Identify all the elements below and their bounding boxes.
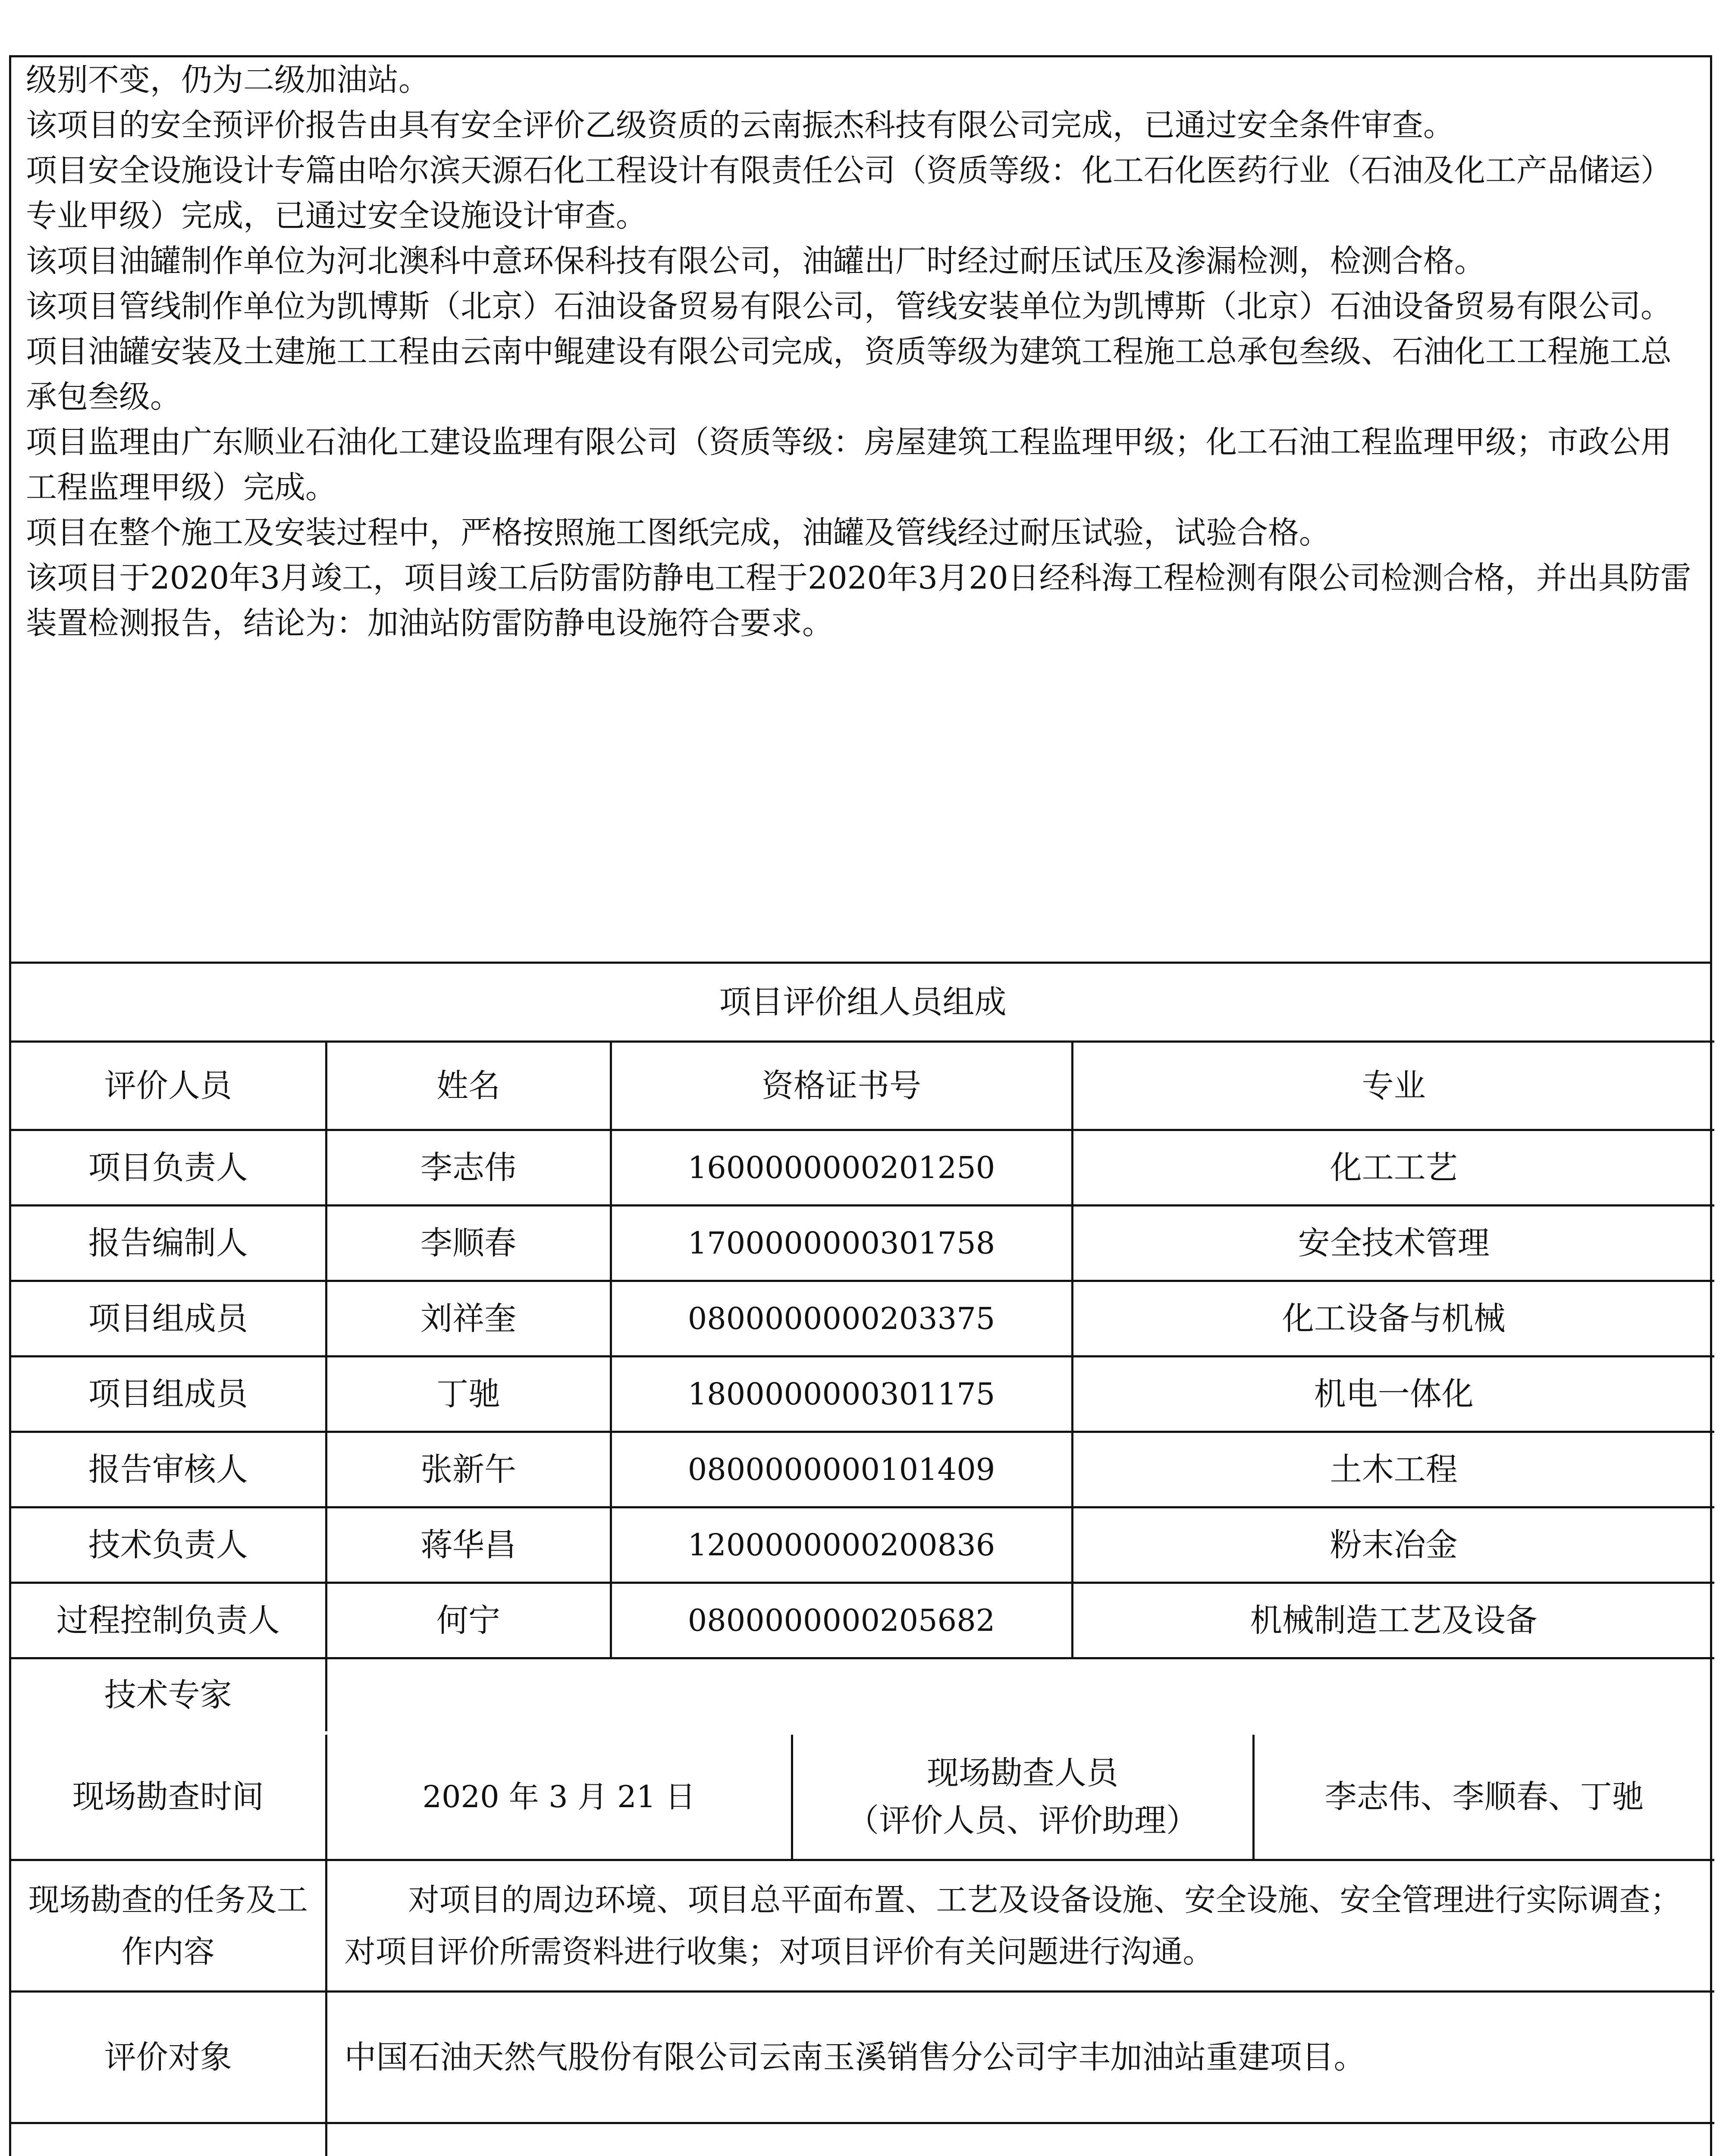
intro-paragraph: 项目油罐安装及土建施工工程由云南中鲲建设有限公司完成，资质等级为建筑工程施工总承包叁级、石油化工工程施工总承包叁级。 — [26, 333, 1672, 415]
table-row — [11, 1432, 1714, 1507]
evaluation-object-value: 中国石油天然气股份有限公司云南玉溪销售分公司宇丰加油站重建项目。 — [326, 1991, 1714, 2123]
evaluation-scope-line — [345, 2149, 1710, 2156]
name-cell: 李志伟 — [326, 1130, 611, 1205]
evaluation-scope-label — [11, 2123, 326, 2156]
project-background — [11, 57, 1710, 964]
name-cell: 刘祥奎 — [326, 1281, 611, 1356]
major-cell: 机械制造工艺及设备 — [1072, 1583, 1714, 1658]
role-cell: 报告审核人 — [11, 1432, 326, 1507]
site-time-label: 现场勘查时间 — [11, 1735, 326, 1860]
site-task-value: 对项目的周边环境、项目总平面布置、工艺及设备设施、安全设施、安全管理进行实际调查；对项目评价所需资料进行收集；对项目评价有关问题进行沟通。 — [326, 1860, 1714, 1991]
certificate-cell: 0800000000101409 — [611, 1432, 1072, 1507]
major-cell: 安全技术管理 — [1072, 1205, 1714, 1281]
major-cell: 化工工艺 — [1072, 1130, 1714, 1205]
site-staff-label — [792, 1735, 1253, 1860]
role-cell: 过程控制负责人 — [11, 1583, 326, 1658]
intro-paragraph: 项目在整个施工及安装过程中，严格按照施工图纸完成，油罐及管线经过耐压试验，试验合格。 — [26, 514, 1330, 551]
table-row — [11, 1205, 1714, 1281]
team-table — [11, 964, 1714, 1731]
site-staff-label-line: （评价人员、评价助理） — [847, 1802, 1198, 1839]
major-cell: 粉末冶金 — [1072, 1507, 1714, 1583]
site-table — [11, 1735, 1714, 2156]
role-cell: 项目组成员 — [11, 1356, 326, 1432]
major-cell: 土木工程 — [1072, 1432, 1714, 1507]
name-cell: 丁驰 — [326, 1356, 611, 1432]
intro-paragraph: 级别不变，仍为二级加油站。 — [26, 62, 430, 98]
table-row — [11, 1130, 1714, 1205]
intro-paragraph: 项目监理由广东顺业石油化工建设监理有限公司（资质等级：房屋建筑工程监理甲级；化工石油工程监理甲级；市政公用工程监理甲级）完成。 — [26, 424, 1672, 505]
header-name: 姓名 — [326, 1041, 611, 1130]
header-certificate: 资格证书号 — [611, 1041, 1072, 1130]
role-cell: 报告编制人 — [11, 1205, 326, 1281]
expert-value — [326, 1658, 1714, 1731]
major-cell: 化工设备与机械 — [1072, 1281, 1714, 1356]
table-row — [11, 1356, 1714, 1432]
major-cell: 机电一体化 — [1072, 1356, 1714, 1432]
certificate-cell: 1600000000201250 — [611, 1130, 1072, 1205]
site-staff-label-line: 现场勘查人员 — [927, 1754, 1118, 1792]
evaluation-object-label: 评价对象 — [11, 1991, 326, 2123]
certificate-cell: 0800000000203375 — [611, 1281, 1072, 1356]
header-major: 专业 — [1072, 1041, 1714, 1130]
team-table-title: 项目评价组人员组成 — [11, 964, 1714, 1041]
site-time-value: 2020 年 3 月 21 日 — [326, 1735, 792, 1860]
intro-paragraph: 该项目于2020年3月竣工，项目竣工后防雷防静电工程于2020年3月20日经科海工程检测有限公司检测合格，并出具防雷装置检测报告，结论为：加油站防雷防静电设施符合要求。 — [26, 560, 1691, 641]
role-cell: 项目组成员 — [11, 1281, 326, 1356]
certificate-cell: 0800000000205682 — [611, 1583, 1072, 1658]
role-cell: 项目负责人 — [11, 1130, 326, 1205]
table-row — [11, 1507, 1714, 1583]
certificate-cell: 1700000000301758 — [611, 1205, 1072, 1281]
intro-paragraph: 该项目油罐制作单位为河北澳科中意环保科技有限公司，油罐出厂时经过耐压试压及渗漏检测，检测合格。 — [26, 243, 1486, 279]
name-cell: 蒋华昌 — [326, 1507, 611, 1583]
intro-paragraph: 该项目的安全预评价报告由具有安全评价乙级资质的云南振杰科技有限公司完成，已通过安全条件审查。 — [26, 107, 1455, 143]
table-row — [11, 1281, 1714, 1356]
name-cell: 何宁 — [326, 1583, 611, 1658]
name-cell: 张新午 — [326, 1432, 611, 1507]
name-cell: 李顺春 — [326, 1205, 611, 1281]
header-role: 评价人员 — [11, 1041, 326, 1130]
certificate-cell: 1800000000301175 — [611, 1356, 1072, 1432]
intro-paragraph: 项目安全设施设计专篇由哈尔滨天源石化工程设计有限责任公司（资质等级：化工石化医药行业（石油及化工产品储运）专业甲级）完成，已通过安全设施设计审查。 — [26, 152, 1672, 234]
intro-paragraph: 该项目管线制作单位为凯博斯（北京）石油设备贸易有限公司，管线安装单位为凯博斯（北京）石油设备贸易有限公司。 — [26, 288, 1672, 324]
site-staff-value: 李志伟、李顺春、丁驰 — [1253, 1735, 1714, 1860]
evaluation-scope-value — [326, 2123, 1714, 2156]
certificate-cell: 1200000000200836 — [611, 1507, 1072, 1583]
expert-label: 技术专家 — [11, 1658, 326, 1731]
table-row — [11, 1583, 1714, 1658]
role-cell: 技术负责人 — [11, 1507, 326, 1583]
document-page — [9, 55, 1712, 2156]
site-task-label: 现场勘查的任务及工作内容 — [11, 1860, 326, 1991]
